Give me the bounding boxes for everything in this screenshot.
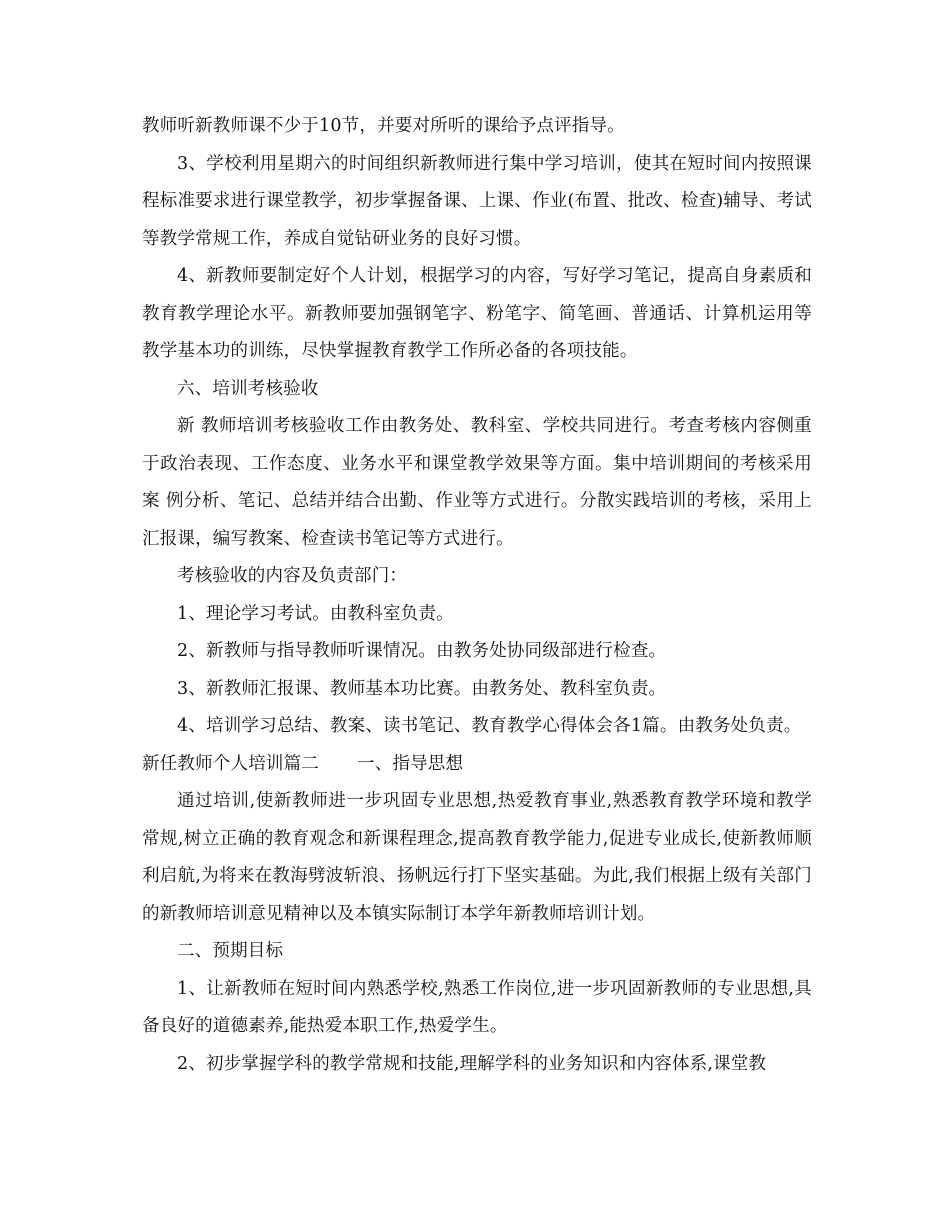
list-item: 3、新教师汇报课、教师基本功比赛。由教务处、教科室负责。 bbox=[177, 678, 667, 699]
list-item: 2、新教师与指导教师听课情况。由教务处协同级部进行检查。 bbox=[177, 641, 667, 661]
section-heading: 二、预期目标 bbox=[177, 941, 284, 961]
paragraph: 考核验收的内容及负责部门： bbox=[177, 566, 408, 586]
list-item: 2、初步掌握学科的教学常规和技能,理解学科的业务知识和内容体系,课堂教 bbox=[177, 1053, 767, 1074]
document-body bbox=[142, 108, 812, 1083]
paragraph: 3、学校利用星期六的时间组织新教师进行集中学习培训，使其在短时间内按照课程标准要求进行课堂教学，初步掌握备课、上课、作业(布置、批改、检查)辅导、考试等教学常规工作，养成自觉钻研业务的良好习惯。 bbox=[142, 153, 812, 249]
paragraph: 教师听新教师课不少于10节，并要对所听的课给予点评指导。 bbox=[142, 116, 625, 136]
paragraph: 4、新教师要制定好个人计划，根据学习的内容，写好学习笔记，提高自身素质和教育教学理论水平。新教师要加强钢笔字、粉笔字、简笔画、普通话、计算机运用等教学基本功的训练，尽快掌握教育教学工作所必备的各项技能。 bbox=[142, 266, 812, 361]
article-title: 新任教师个人培训篇二 bbox=[142, 753, 319, 774]
section-heading: 六、培训考核验收 bbox=[177, 378, 319, 399]
list-item: 1、让新教师在短时间内熟悉学校,熟悉工作岗位,进一步巩固新教师的专业思想,具备良好的道德素养,能热爱本职工作,热爱学生。 bbox=[142, 978, 812, 1036]
section-heading: 一、指导思想 bbox=[357, 753, 464, 774]
article-title-line bbox=[142, 746, 812, 784]
paragraph: 通过培训,使新教师进一步巩固专业思想,热爱教育事业,熟悉教育教学环境和教学常规,树立正确的教育观念和新课程理念,提高教育教学能力,促进专业成长,使新教师顺利启航,为将来在教海劈波斩浪、扬帆远行打下坚实基础。为此,我们根据上级有关部门的新教师培训意见精神以及本镇实际制订本学年新教师培训计划。 bbox=[142, 791, 812, 924]
list-item: 1、理论学习考试。由教科室负责。 bbox=[177, 603, 454, 624]
paragraph: 新 教师培训考核验收工作由教务处、教科室、学校共同进行。考查考核内容侧重于政治表现、工作态度、业务水平和课堂教学效果等方面。集中培训期间的考核采用案 例分析、笔记、总结并结合出勤、作业等方式进行。分散实践培训的考核，采用上汇报课，编写教案、检查读书笔记等方式进行。 bbox=[142, 416, 812, 549]
list-item: 4、培训学习总结、教案、读书笔记、教育教学心得体会各1篇。由教务处负责。 bbox=[177, 716, 802, 736]
